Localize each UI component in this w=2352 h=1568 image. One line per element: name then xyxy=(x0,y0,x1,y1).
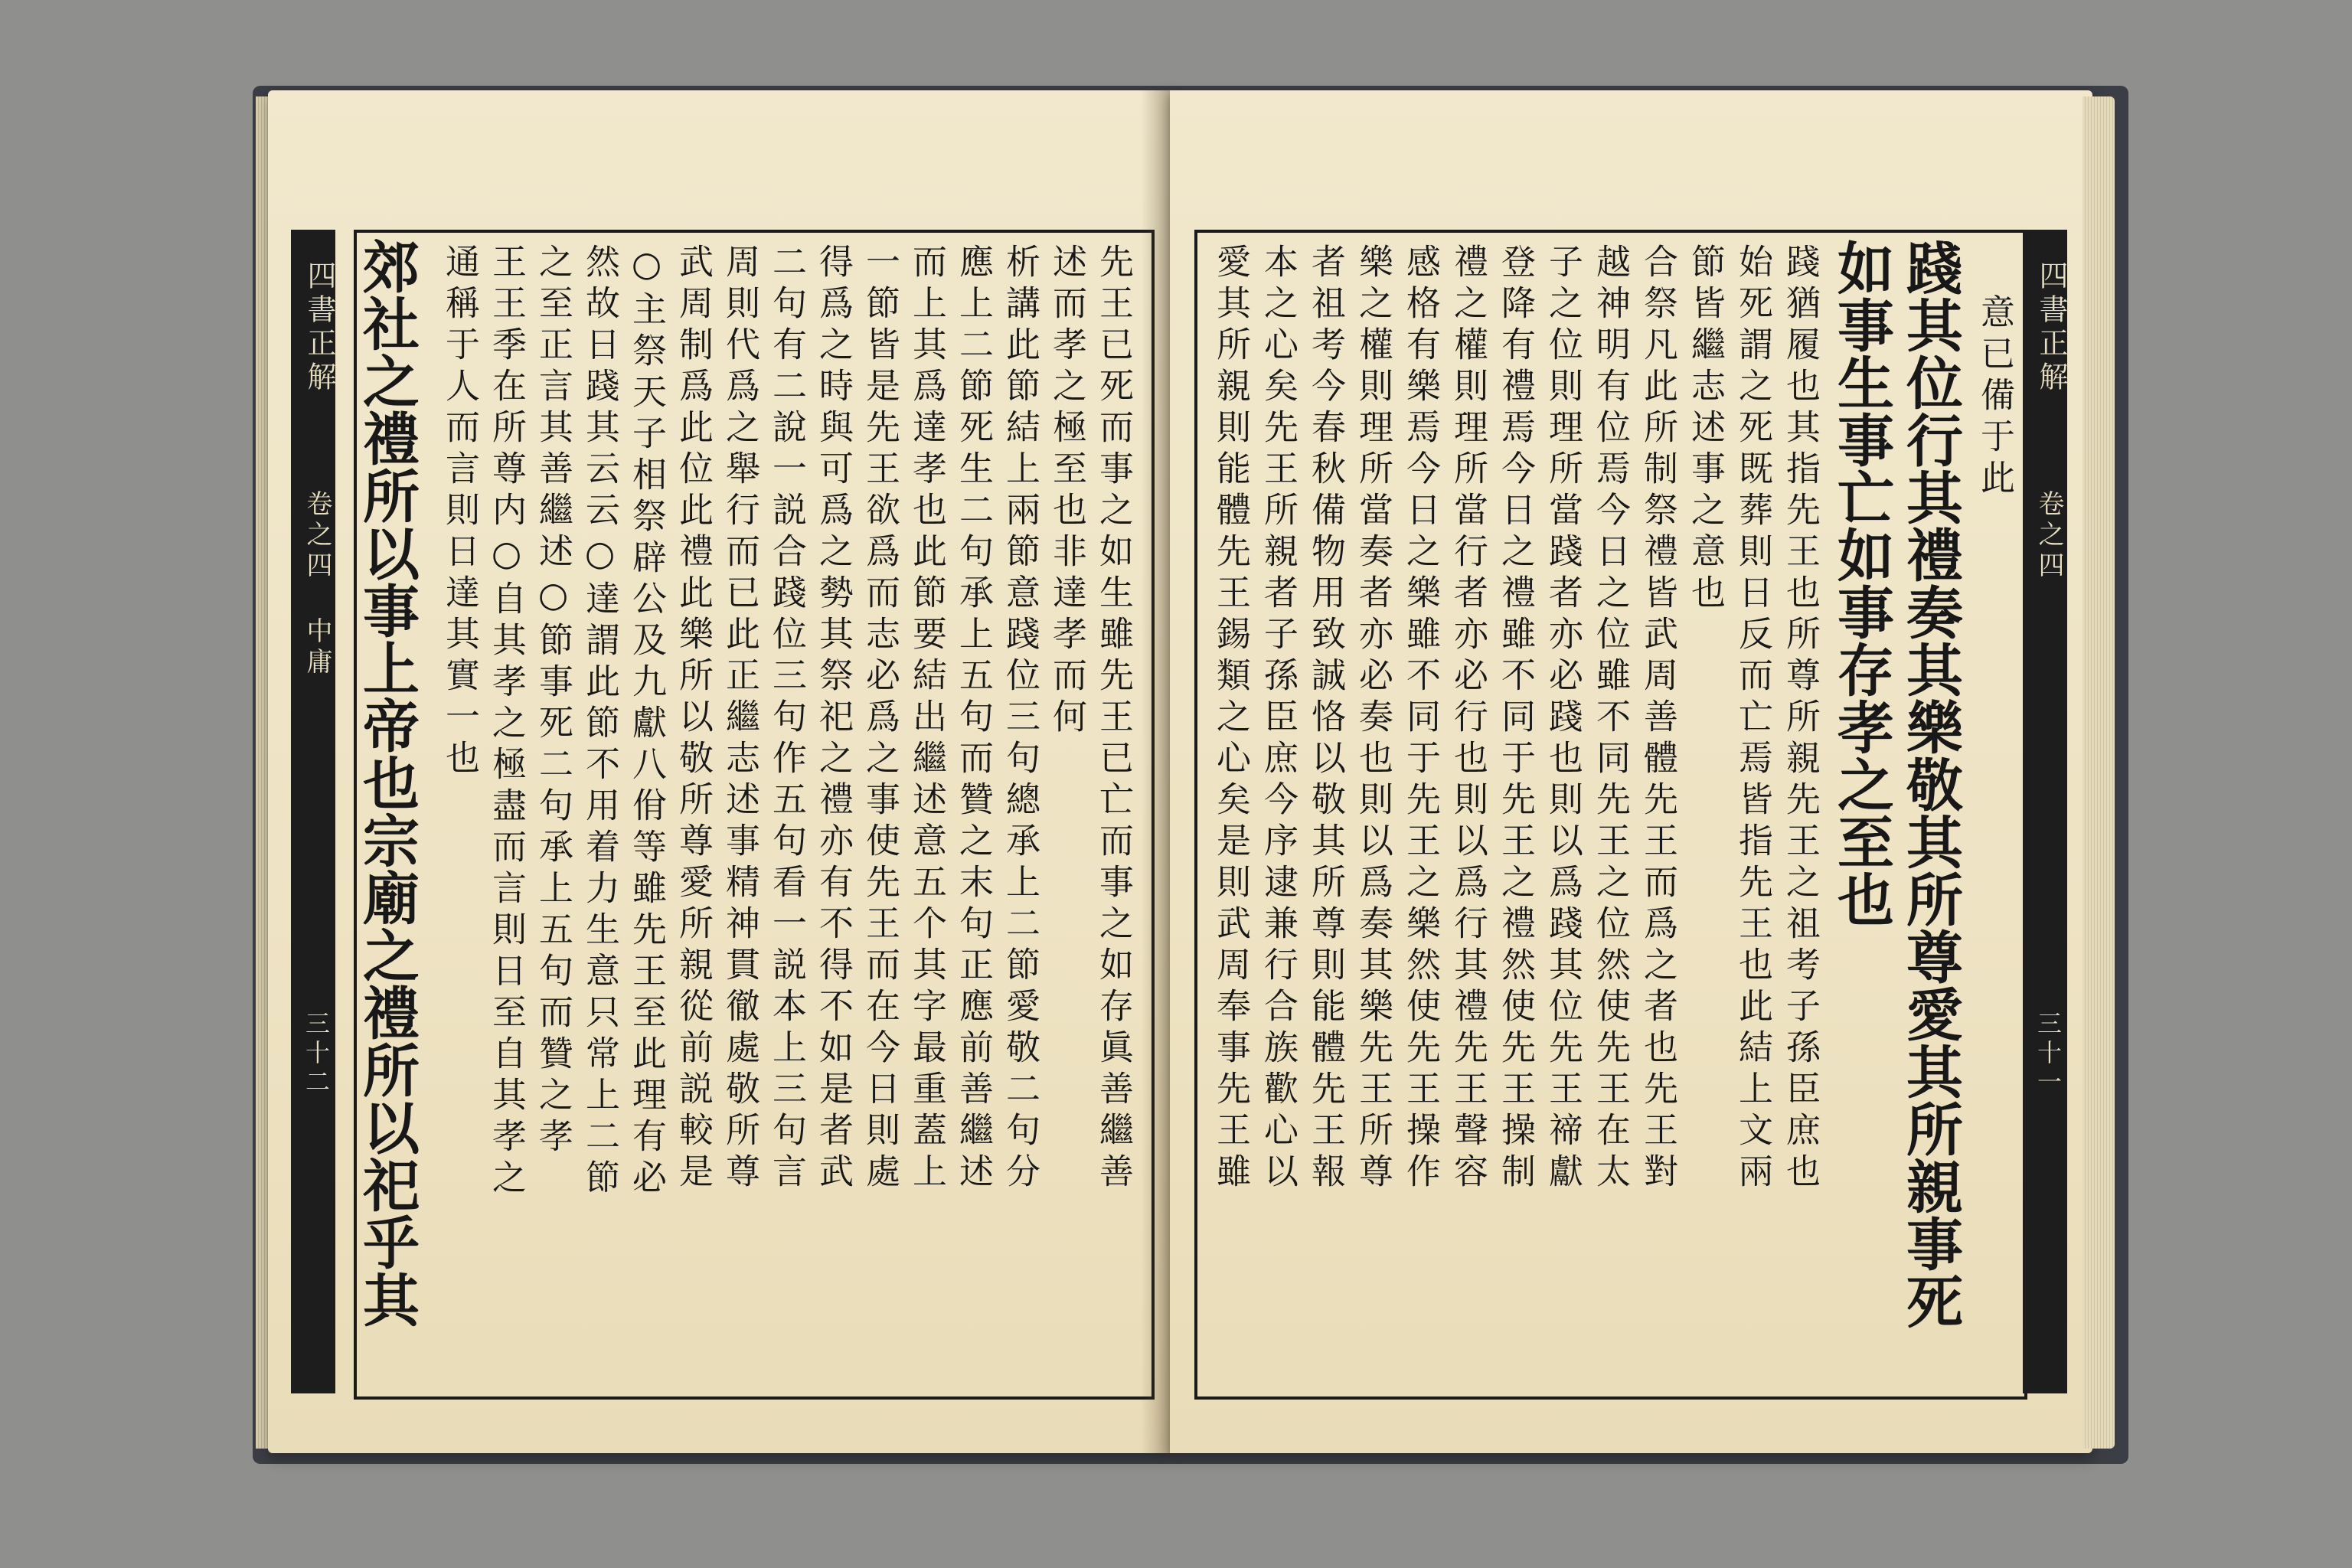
left-main-text: 郊社之禮所以事上帝也宗廟之禮所以祀乎其 xyxy=(354,237,420,1328)
right-main-text-1: 踐其位行其禮奏其樂敬其所尊愛其所親事死 xyxy=(1897,239,1963,1330)
commentary-column: 而上其爲達孝也此節要結出繼述意五个其字最重蓋上 xyxy=(906,243,947,1194)
right-tab-page-number: 三十一 xyxy=(2034,1011,2063,1098)
right-page-edges xyxy=(2082,96,2115,1449)
commentary-column: ○主祭天子相祭辟公及九獻八佾等雖先王至此理有必 xyxy=(626,243,667,1200)
commentary-column: 合祭凡此所制祭禮皆武周善體先王而爲之者也先王對 xyxy=(1638,243,1678,1194)
right-side-tab xyxy=(2023,230,2067,1393)
commentary-column: 節皆繼志述事之意也 xyxy=(1685,243,1726,616)
commentary-column: 然故日踐其云云○達謂此節不用着力生意只常上二節 xyxy=(580,243,620,1200)
commentary-column: 愛其所親則能體先王錫類之心矣是則武周奉事先王雖 xyxy=(1210,243,1251,1194)
commentary-column: 登降有禮焉今日之禮雖不同于先王之禮然使先王操制 xyxy=(1495,243,1536,1194)
commentary-column: 析講此節結上兩節意踐位三句總承上二節愛敬二句分 xyxy=(1000,243,1040,1194)
left-side-tab xyxy=(291,230,335,1393)
right-lead-text: 意已備于此 xyxy=(1975,294,2015,501)
commentary-column: 王王季在所尊内○自其孝之極盡而言則日至自其孝之 xyxy=(486,243,527,1200)
right-text-frame xyxy=(1194,230,2027,1400)
commentary-column: 二句有二說一説合踐位三句作五句看一説本上三句言 xyxy=(766,243,807,1194)
commentary-column: 之至正言其善繼述○節事死二句承上五句而贊之孝 xyxy=(533,243,573,1159)
commentary-column: 子之位則理所當踐者亦必踐也則以爲踐其位先王禘獻 xyxy=(1543,243,1583,1194)
commentary-column: 感格有樂焉今日之樂雖不同于先王之樂然使先王操作 xyxy=(1400,243,1441,1194)
left-text-frame xyxy=(354,230,1155,1400)
commentary-column: 始死謂之死既葬則日反而亡焉皆指先王也此結上文兩 xyxy=(1733,243,1773,1194)
commentary-column: 者祖考今春秋備物用致誠恪以敬其所尊則能體先王報 xyxy=(1305,243,1346,1194)
commentary-column: 武周制爲此位此禮此樂所以敬所尊愛所親從前説較是 xyxy=(673,243,714,1194)
right-tab-chapter: 卷之四 xyxy=(2034,490,2064,582)
commentary-column: 一節皆是先王欲爲而志必爲之事使先王而在今日則處 xyxy=(860,243,900,1194)
commentary-column: 先王已死而事之如生雖先王已亡而事之如存眞善繼善 xyxy=(1093,243,1134,1194)
commentary-column: 樂之權則理所當奏者亦必奏也則以爲奏其樂先王所尊 xyxy=(1353,243,1393,1194)
left-tab-page-number: 三十二 xyxy=(302,1011,331,1098)
commentary-column: 禮之權則理所當行者亦必行也則以爲行其禮先王聲容 xyxy=(1448,243,1488,1194)
commentary-column: 周則代爲之舉行而已此正繼志述事精神貫徹處敬所尊 xyxy=(720,243,760,1194)
right-main-text-2: 如事生事亡如事存孝之至也 xyxy=(1828,239,1894,928)
right-tab-title: 四書正解 xyxy=(2034,260,2068,395)
commentary-column: 踐猶履也其指先王也所尊所親先王之祖考子孫臣庶也 xyxy=(1780,243,1821,1194)
commentary-column: 得爲之時與可爲之勢其祭祀之禮亦有不得不如是者武 xyxy=(813,243,854,1194)
commentary-column: 應上二節死生二句承上五句而贊之末句正應前善繼述 xyxy=(953,243,994,1194)
left-tab-title: 四書正解 xyxy=(302,260,336,395)
left-tab-chapter: 卷之四 中庸 xyxy=(302,490,332,678)
commentary-column: 通稱于人而言則日達其實一也 xyxy=(439,243,480,781)
commentary-column: 越神明有位焉今日之位雖不同先王之位然使先王在太 xyxy=(1590,243,1631,1194)
commentary-column: 述而孝之極至也非達孝而何 xyxy=(1047,243,1087,740)
commentary-column: 本之心矣先王所親者子孫臣庶今序逮兼行合族歡心以 xyxy=(1258,243,1298,1194)
